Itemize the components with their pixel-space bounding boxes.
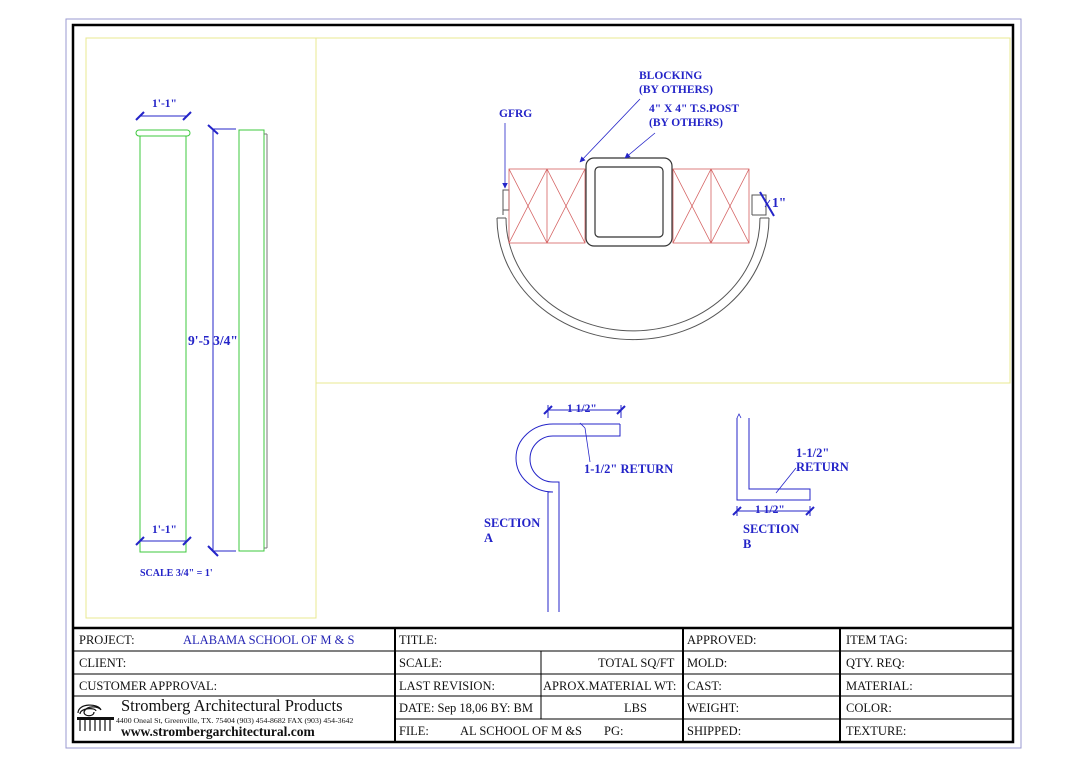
weight-label: WEIGHT: bbox=[687, 701, 740, 715]
qty-req-label: QTY. REQ: bbox=[846, 656, 905, 670]
post-by-others: (BY OTHERS) bbox=[649, 117, 724, 129]
section-a-dim: 1 1/2" bbox=[567, 403, 597, 415]
texture-label: TEXTURE: bbox=[846, 724, 907, 738]
mold-label: MOLD: bbox=[687, 656, 728, 670]
project-label: PROJECT: bbox=[79, 633, 135, 647]
project-value: ALABAMA SCHOOL OF M & S bbox=[183, 633, 355, 647]
file-value: AL SCHOOL OF M &S bbox=[460, 724, 583, 738]
shipped-label: SHIPPED: bbox=[687, 724, 742, 738]
company-name: Stromberg Architectural Products bbox=[121, 696, 343, 715]
color-label: COLOR: bbox=[846, 701, 892, 715]
blocking-label: BLOCKING bbox=[639, 70, 703, 82]
gfrg-label: GFRG bbox=[499, 108, 533, 120]
pg-label: PG: bbox=[604, 724, 624, 738]
lbs-label: LBS bbox=[624, 701, 647, 715]
section-b-dim: 1 1/2" bbox=[755, 504, 785, 516]
total-sqft-label: TOTAL SQ/FT bbox=[598, 656, 675, 670]
blocking-by-others: (BY OTHERS) bbox=[639, 84, 714, 96]
section-b-letter: B bbox=[743, 537, 752, 551]
elevation-top-width: 1'-1" bbox=[152, 98, 177, 110]
approved-label: APPROVED: bbox=[687, 633, 757, 647]
elevation-height: 9'-5 3/4" bbox=[188, 333, 238, 348]
scale-label: SCALE: bbox=[399, 656, 443, 670]
section-b-return: RETURN bbox=[796, 460, 849, 474]
last-revision-label: LAST REVISION: bbox=[399, 679, 495, 693]
company-website: www.strombergarchitectural.com bbox=[121, 724, 315, 739]
client-label: CLIENT: bbox=[79, 656, 127, 670]
stromberg-logo-icon bbox=[77, 705, 114, 731]
company-address: 4400 Oneal St, Greenville, TX. 75404 (903) 454-8682 FAX (903) 454-3642 bbox=[116, 716, 354, 725]
elevation-bottom-width: 1'-1" bbox=[152, 524, 177, 536]
ts-post bbox=[586, 158, 672, 246]
section-b-title: SECTION bbox=[743, 522, 800, 536]
plan-return-dim: 1" bbox=[772, 195, 787, 210]
title-label: TITLE: bbox=[399, 633, 438, 647]
section-a-return: 1-1/2" RETURN bbox=[584, 462, 674, 476]
cast-label: CAST: bbox=[687, 679, 722, 693]
material-label: MATERIAL: bbox=[846, 679, 913, 693]
elevation-scale: SCALE 3/4" = 1' bbox=[140, 568, 213, 579]
post-label: 4" X 4" T.S.POST bbox=[649, 103, 739, 115]
date-by: DATE: Sep 18,06 BY: BM bbox=[399, 701, 533, 715]
item-tag-label: ITEM TAG: bbox=[846, 633, 908, 647]
section-a-title: SECTION bbox=[484, 516, 541, 530]
section-a-letter: A bbox=[484, 531, 494, 545]
section-b-return-dim: 1-1/2" bbox=[796, 446, 830, 460]
customer-approval-label: CUSTOMER APPROVAL: bbox=[79, 679, 218, 693]
approx-weight-label: APROX.MATERIAL WT: bbox=[543, 679, 677, 693]
file-label: FILE: bbox=[399, 724, 429, 738]
